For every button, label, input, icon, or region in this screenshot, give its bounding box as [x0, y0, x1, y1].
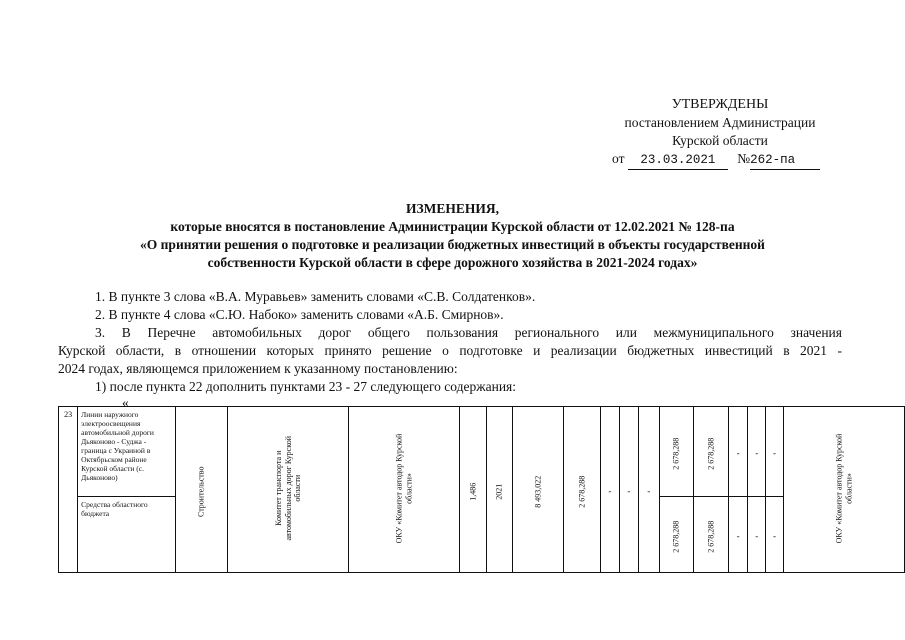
paragraph-4: 1) после пункта 22 дополнить пунктами 23 - 27 следующего содержания: [95, 379, 516, 394]
approval-date: 23.03.2021 [628, 151, 728, 170]
dash-cell-2 [619, 407, 638, 573]
r2-dash-cell-1 [728, 497, 747, 573]
number-prefix: № [737, 151, 751, 166]
r1-dash-2: - [755, 447, 759, 458]
r1-a: 2 678,288 [671, 437, 681, 470]
r1-dash-cell-1 [728, 407, 747, 497]
approval-date-row [612, 150, 820, 170]
row-number: 23 [59, 407, 78, 573]
capacity-cell [459, 407, 486, 573]
r2-a-cell [659, 497, 694, 573]
heading-title: ИЗМЕНЕНИЯ, [405, 201, 499, 216]
heading-line3: собственности Курской области в сфере дорожного хозяйства в 2021-2024 годах» [207, 255, 698, 270]
r1-dash-cell-2 [748, 407, 766, 497]
capacity: 1,486 [468, 482, 478, 501]
opening-quote: « [122, 395, 129, 410]
total: 2 678,288 [577, 475, 587, 508]
direction-cell [176, 407, 228, 573]
r1-dash-1: - [736, 447, 740, 458]
total-cell [564, 407, 601, 573]
r2-b-cell [694, 497, 729, 573]
approval-number: 262-па [750, 151, 820, 170]
customer-cell [227, 407, 348, 573]
dash-2: - [627, 485, 631, 496]
year-cell [486, 407, 512, 573]
funding-source: Средства областного бюджета [78, 497, 176, 573]
heading-line2: «О принятии решения о подготовке и реализации бюджетных инвестиций в объекты государственной [140, 237, 765, 252]
customer: Комитет транспорта и автомобильных дорог Курской области [273, 436, 302, 541]
developer: ОКУ «Комитет автодор Курской области» [394, 433, 413, 544]
r2-dash-3: - [772, 530, 776, 541]
paragraph-2: 2. В пункте 4 слова «С.Ю. Набоко» заменить словами «А.Б. Смирнов». [95, 307, 504, 322]
paragraph-3-line3: 2024 годах, являющемся приложением к указанному постановлению: [58, 361, 458, 376]
year: 2021 [494, 483, 504, 500]
r1-b-cell [694, 407, 729, 497]
estimate-cell [512, 407, 563, 573]
r1-a-cell [659, 407, 694, 497]
dash-1: - [608, 485, 612, 496]
dash-3: - [647, 485, 651, 496]
r2-dash-cell-2 [748, 497, 766, 573]
approval-title: УТВЕРЖДЕНЫ [671, 97, 769, 112]
paragraph-3-line1: 3. В Перечне автомобильных дорог общего пользования регионального или межмуниципального значения [95, 325, 842, 340]
paragraph-3-line2: Курской области, в отношении которых принято решение о подготовке и реализации бюджетных инвестиций в 2021 - [58, 343, 842, 358]
objects-table [58, 406, 905, 573]
r2-dash-2: - [755, 530, 759, 541]
r2-dash-cell-3 [766, 497, 784, 573]
approval-line1: постановлением Администрации [624, 115, 816, 130]
recipient-cell [783, 407, 904, 573]
r1-dash-3: - [772, 447, 776, 458]
direction: Строительство [196, 465, 206, 517]
paragraph-1: 1. В пункте 3 слова «В.А. Муравьев» заменить словами «С.В. Солдатенков». [95, 289, 536, 304]
heading-line1: которые вносятся в постановление Администрации Курской области от 12.02.2021 № 128-па [170, 219, 735, 234]
dash-cell-1 [600, 407, 619, 573]
recipient: ОКУ «Комитет автодор Курской области» [834, 433, 853, 544]
r1-dash-cell-3 [766, 407, 784, 497]
r2-b: 2 678,288 [706, 520, 716, 553]
r2-dash-1: - [736, 530, 740, 541]
r2-a: 2 678,288 [671, 520, 681, 553]
dash-cell-3 [638, 407, 659, 573]
date-prefix: от [612, 151, 625, 166]
approval-line2: Курской области [672, 133, 768, 148]
r1-b: 2 678,288 [706, 437, 716, 470]
object-name: Линии наружного электроосвещения автомобильной дороги Дьяконово - Суджа - граница с Украиной в Октябрьском районе Курской области (с. Дьяконово) [78, 407, 176, 497]
developer-cell [348, 407, 459, 573]
estimate: 8 493,022 [533, 475, 543, 508]
approval-block [600, 96, 840, 150]
